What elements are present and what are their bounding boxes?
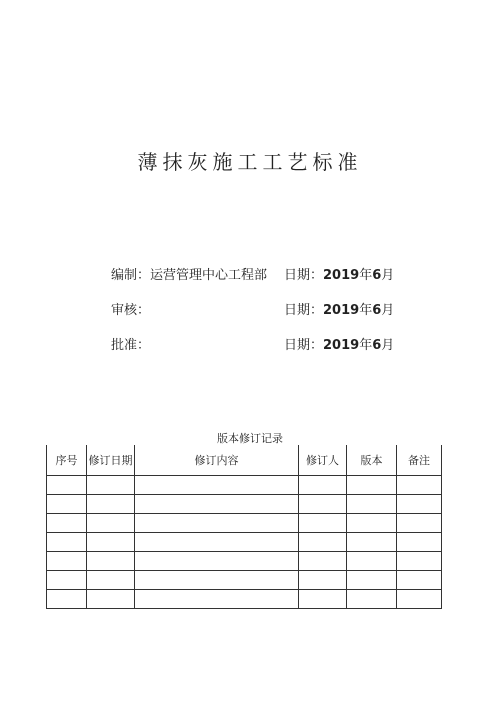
reviewer-label: 审核： xyxy=(111,303,151,318)
table-cell xyxy=(397,552,442,571)
table-cell xyxy=(87,552,135,571)
table-cell xyxy=(135,533,299,552)
table-cell xyxy=(397,476,442,495)
table-cell xyxy=(87,590,135,609)
table-cell xyxy=(87,571,135,590)
table-cell xyxy=(397,590,442,609)
table-row xyxy=(47,514,442,533)
table-cell xyxy=(135,514,299,533)
date-year: 2019 xyxy=(323,338,360,353)
table-cell xyxy=(347,552,397,571)
table-cell xyxy=(299,476,347,495)
table-cell xyxy=(87,495,135,514)
reviewer-date xyxy=(284,299,394,318)
header-revision-content: 修订内容 xyxy=(135,445,299,476)
approver-date xyxy=(284,334,394,353)
table-cell xyxy=(299,571,347,590)
table-cell xyxy=(347,571,397,590)
header-version: 版本 xyxy=(347,445,397,476)
table-cell xyxy=(47,476,87,495)
document-title: 薄抹灰施工工艺标准 xyxy=(137,150,363,174)
table-cell xyxy=(347,476,397,495)
date-month: 6 xyxy=(372,303,382,318)
date-year-char: 年 xyxy=(359,303,373,318)
table-cell xyxy=(299,590,347,609)
table-cell xyxy=(397,514,442,533)
table-row xyxy=(47,552,442,571)
date-year-char: 年 xyxy=(359,268,373,283)
table-row xyxy=(47,476,442,495)
header-reviser: 修订人 xyxy=(299,445,347,476)
table-cell xyxy=(87,476,135,495)
table-cell xyxy=(347,533,397,552)
compiler-date xyxy=(284,264,394,283)
table-cell xyxy=(299,552,347,571)
table-cell xyxy=(47,552,87,571)
table-cell xyxy=(299,533,347,552)
date-label: 日期： xyxy=(284,338,324,353)
header-index: 序号 xyxy=(47,445,87,476)
table-row xyxy=(47,533,442,552)
date-year-char: 年 xyxy=(359,338,373,353)
table-cell xyxy=(299,514,347,533)
revision-table xyxy=(46,445,442,609)
table-row xyxy=(47,571,442,590)
table-cell xyxy=(135,590,299,609)
table-cell xyxy=(47,514,87,533)
revision-header-row xyxy=(47,445,442,476)
table-cell xyxy=(47,495,87,514)
table-cell xyxy=(135,552,299,571)
table-cell xyxy=(397,571,442,590)
compiler-label: 编制：运营管理中心工程部 xyxy=(111,268,268,283)
table-cell xyxy=(47,590,87,609)
date-year: 2019 xyxy=(323,268,360,283)
table-cell xyxy=(135,476,299,495)
date-label: 日期： xyxy=(284,268,324,283)
table-cell xyxy=(347,590,397,609)
date-month: 6 xyxy=(372,338,382,353)
date-label: 日期： xyxy=(284,303,324,318)
date-month-char: 月 xyxy=(381,268,395,283)
table-cell xyxy=(47,571,87,590)
table-cell xyxy=(87,533,135,552)
table-cell xyxy=(397,533,442,552)
approver-label: 批准： xyxy=(111,338,151,353)
table-cell xyxy=(347,495,397,514)
header-revision-date: 修订日期 xyxy=(87,445,135,476)
table-row xyxy=(47,495,442,514)
date-year: 2019 xyxy=(323,303,360,318)
table-cell xyxy=(397,495,442,514)
table-row xyxy=(47,590,442,609)
revision-table-title: 版本修订记录 xyxy=(217,432,283,445)
header-remarks: 备注 xyxy=(397,445,442,476)
table-cell xyxy=(347,514,397,533)
date-month-char: 月 xyxy=(381,338,395,353)
table-cell xyxy=(47,533,87,552)
table-cell xyxy=(135,495,299,514)
date-month-char: 月 xyxy=(381,303,395,318)
table-cell xyxy=(135,571,299,590)
date-month: 6 xyxy=(372,268,382,283)
table-cell xyxy=(87,514,135,533)
table-cell xyxy=(299,495,347,514)
